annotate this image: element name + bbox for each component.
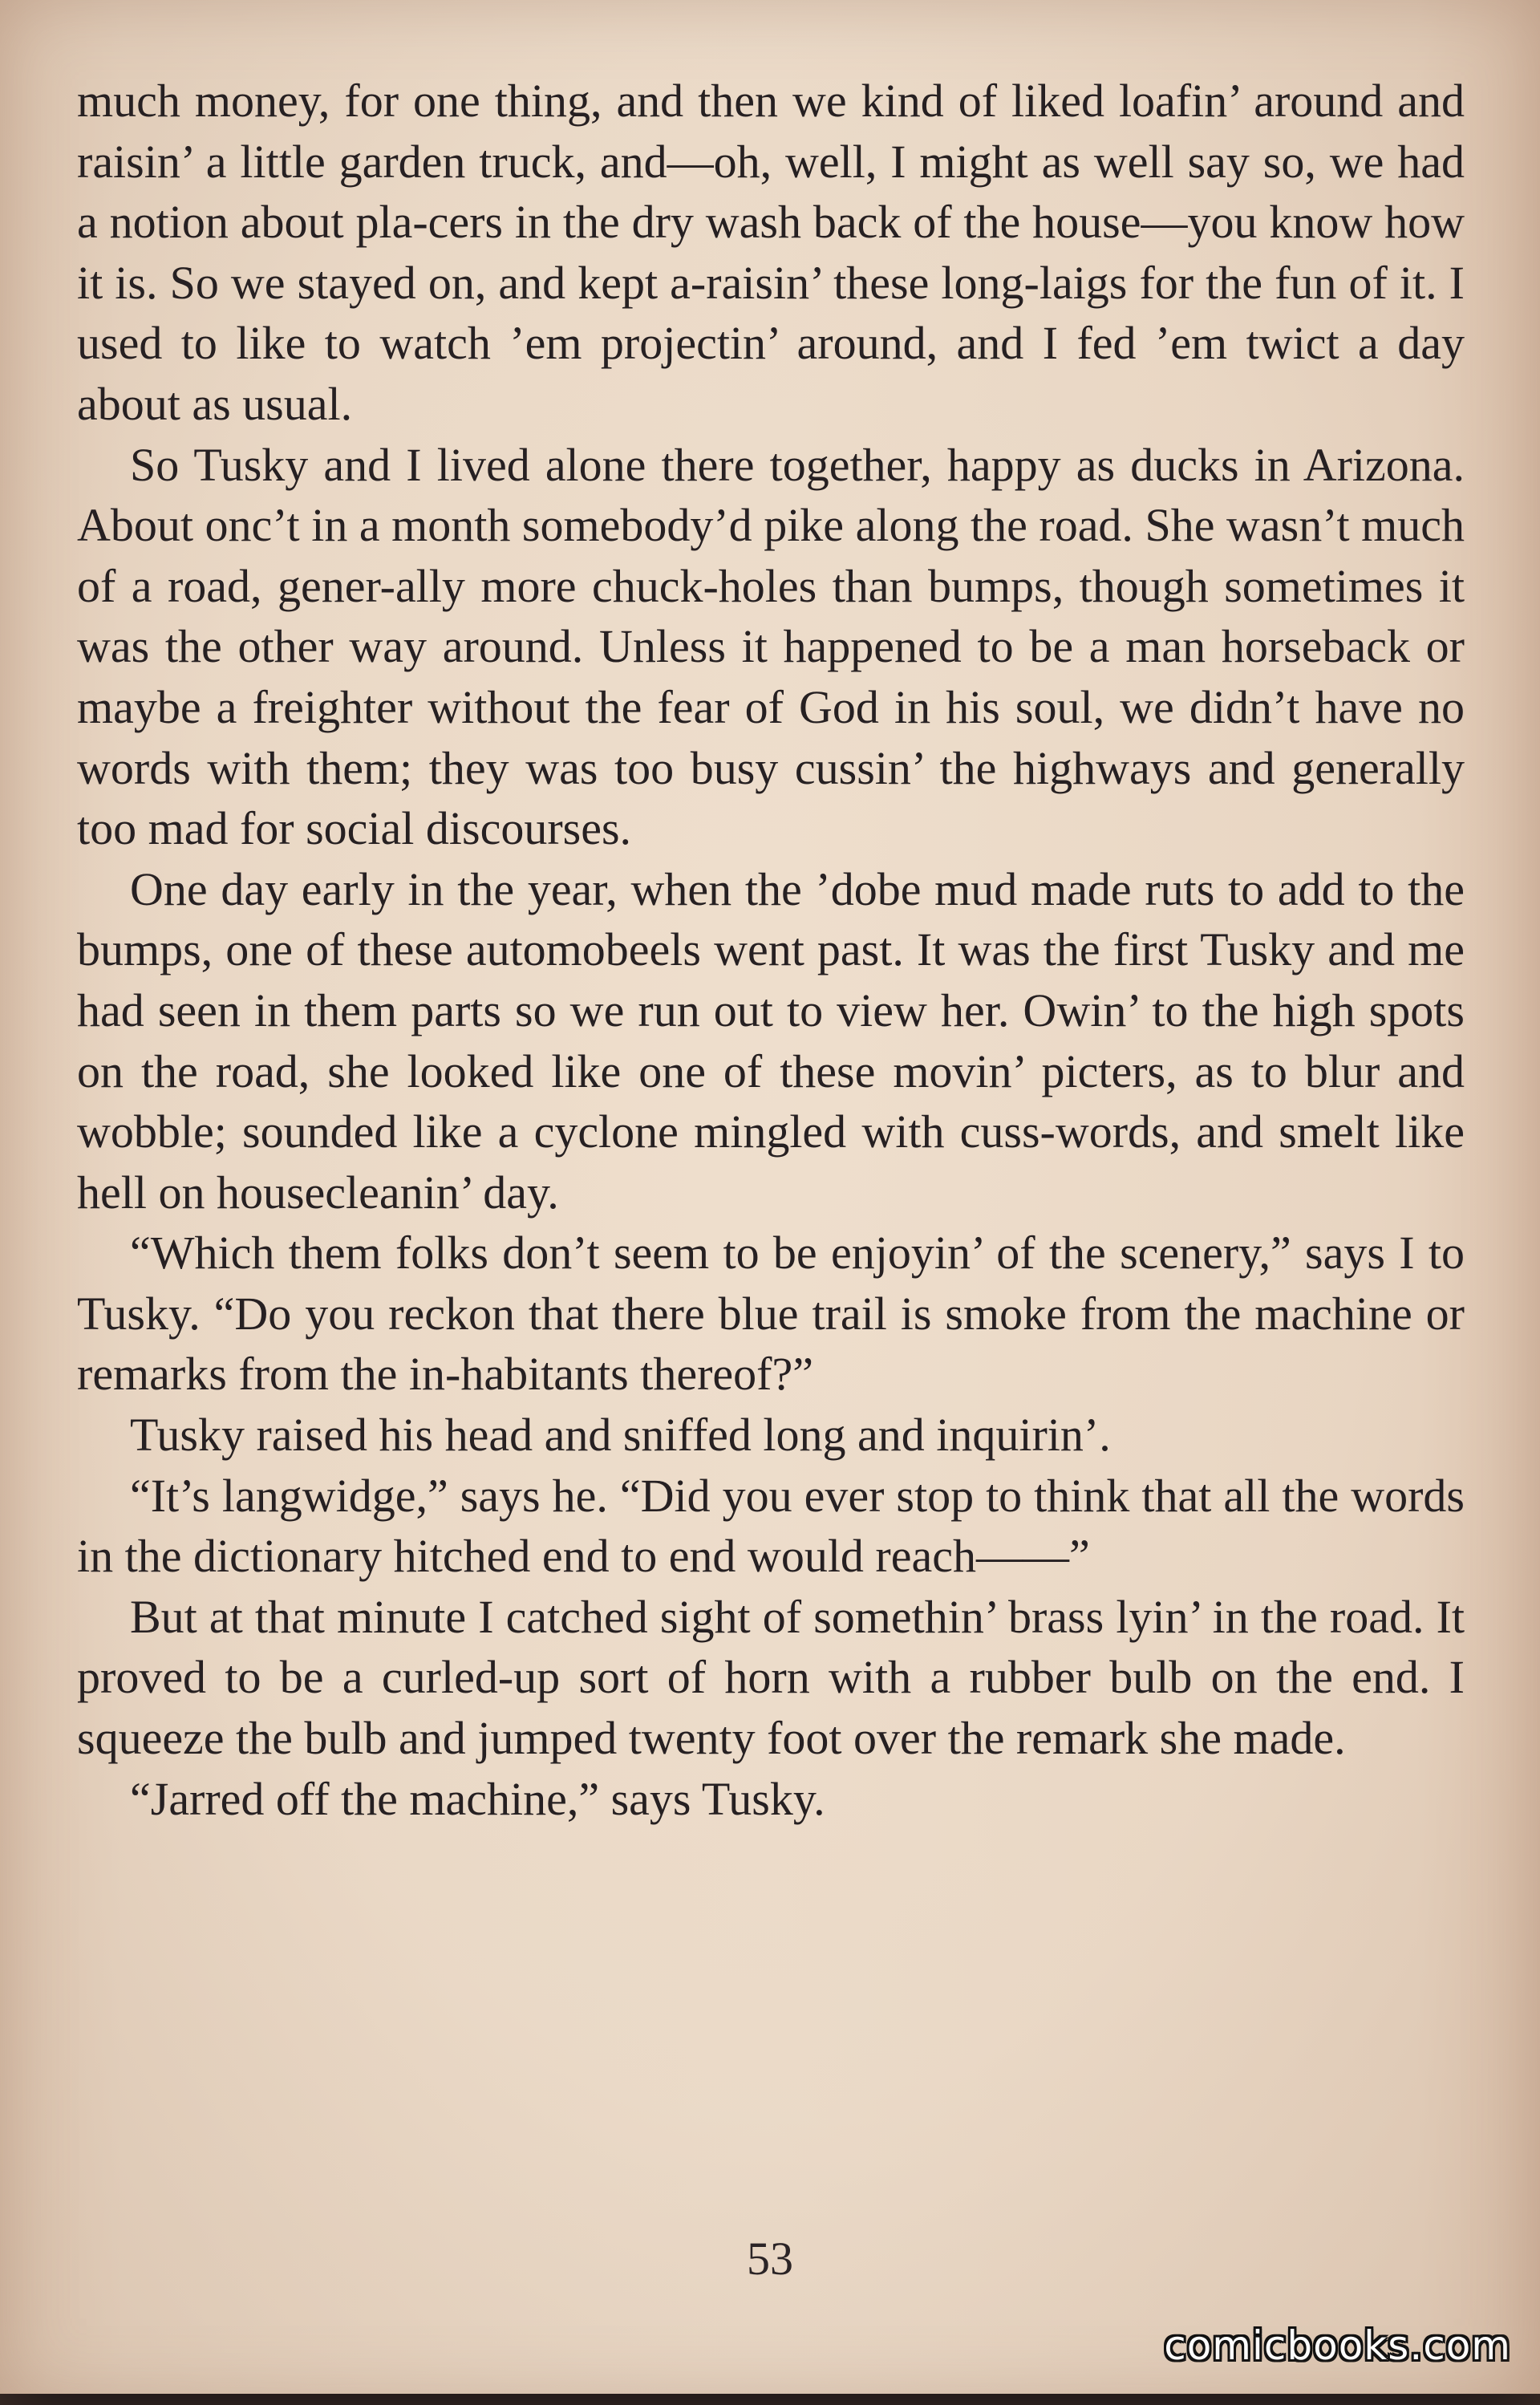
paragraph-7: But at that minute I catched sight of somethin’ brass lyin’ in the road. It proved to be a curled-up sort of horn with a rubber bulb on the end. I squeeze the bulb and jumped twenty foot over the remark she made. xyxy=(77,1590,1465,1765)
paragraph-6: “It’s langwidge,” says he. “Did you ever stop to think that all the words in the dictionary hitched end to end would reach——” xyxy=(77,1469,1465,1583)
paragraph-8: “Jarred off the machine,” says Tusky. xyxy=(130,1772,825,1825)
site-watermark: comicbooks.com xyxy=(1164,2322,1511,2369)
paragraph-1: much money, for one thing, and then we kind of liked loafin’ around and raisin’ a little garden truck, and—oh, well, I might as well say so, we had a notion about pla-cers in the dry wash back of the house—you know how it is. So we stayed on, and kept a-raisin’ these long-laigs for the fun of it. I used to like to watch ’em projectin’ around, and I fed ’em twict a day about as usual. xyxy=(77,75,1465,430)
page-bottom-edge xyxy=(0,2394,1540,2405)
page-number: 53 xyxy=(747,2233,793,2285)
body-text xyxy=(77,71,1465,1829)
paragraph-4: “Which them folks don’t seem to be enjoyin’ of the scenery,” says I to Tusky. “Do you reckon that there blue trail is smoke from the machine or remarks from the in-habitants thereof?” xyxy=(77,1227,1465,1401)
paragraph-2: So Tusky and I lived alone there together, happy as ducks in Arizona. About onc’t in a month somebody’d pike along the road. She wasn’t much of a road, gener-ally more chuck-holes than bumps, though sometimes it was the other way around. Unless it happened to be a man horseback or maybe a freighter without the fear of God in his soul, we didn’t have no words with them; they was too busy cussin’ the highways and generally too mad for social discourses. xyxy=(77,438,1465,855)
paragraph-5: Tusky raised his head and sniffed long and inquirin’. xyxy=(130,1409,1111,1462)
paragraph-3: One day early in the year, when the ’dobe mud made ruts to add to the bumps, one of these automobeels went past. It was the first Tusky and me had seen in them parts so we run out to view her. Owin’ to the high spots on the road, she looked like one of these movin’ picters, as to blur and wobble; sounded like a cyclone mingled with cuss-words, and smelt like hell on housecleanin’ day. xyxy=(77,862,1465,1219)
